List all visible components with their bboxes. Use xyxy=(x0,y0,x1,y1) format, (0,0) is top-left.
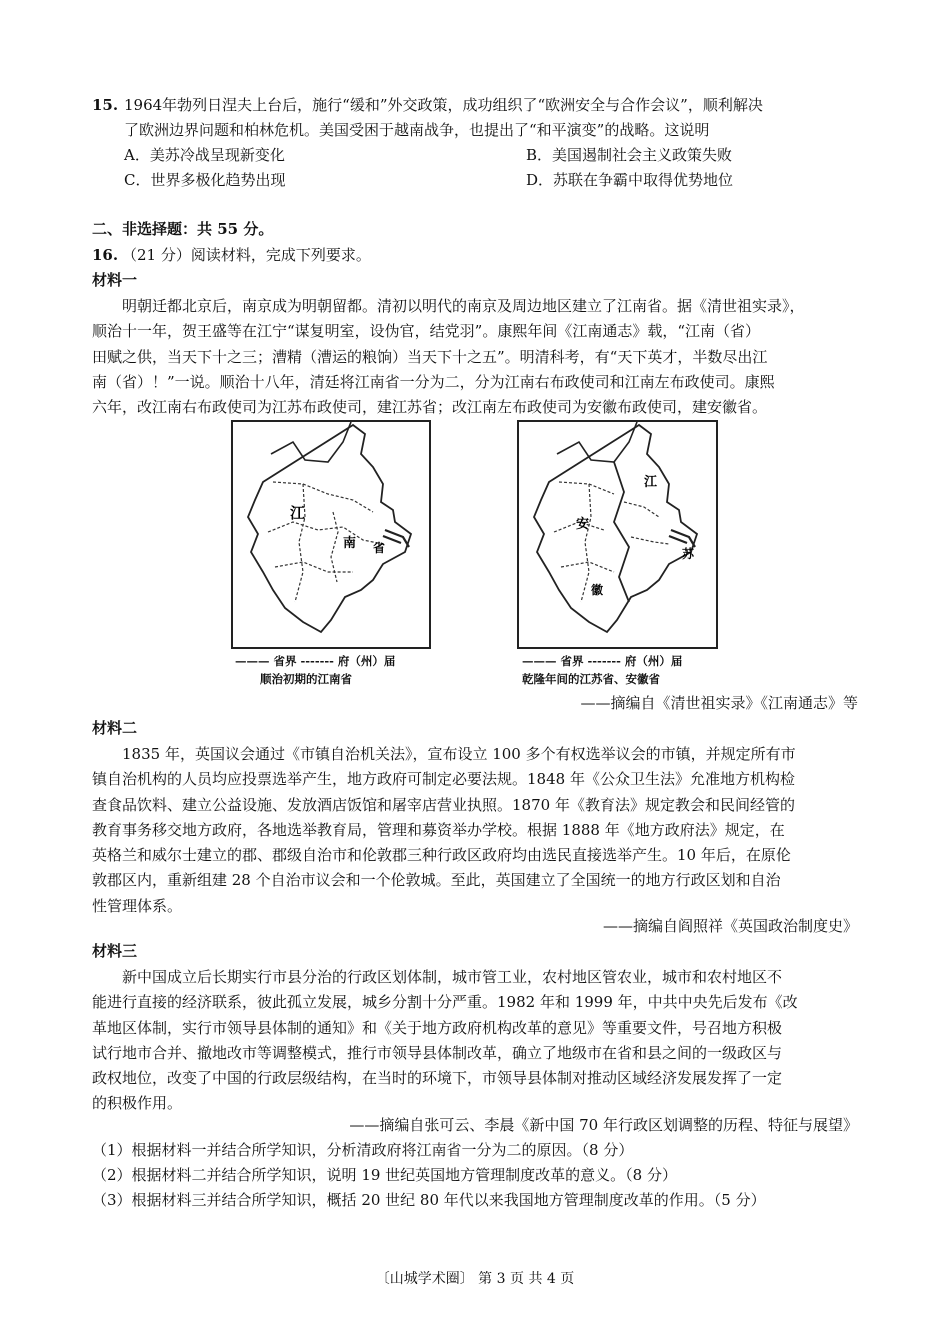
question-16-intro: （21 分）阅读材料，完成下列要求。 xyxy=(122,246,371,264)
material-2-title: 材料二 xyxy=(92,719,138,737)
map-jiangnan-province xyxy=(231,420,431,649)
material-1-line: 南（省）！”一说。顺治十八年，清廷将江南省一分为二，分为江南右布政使司和江南左布政使司。康熙 xyxy=(92,372,775,391)
map-jiangsu-anhui xyxy=(517,420,718,649)
question-15-stem-line-2: 了欧洲边界问题和柏林危机。美国受困于越南战争，也提出了“和平演变”的战略。这说明 xyxy=(124,121,710,139)
question-16-part-1: （1）根据材料一并结合所学知识，分析清政府将江南省一分为二的原因。（8 分） xyxy=(92,1141,634,1159)
material-3-text xyxy=(92,965,862,1117)
material-3-source: ——摘编自张可云、李晨《新中国 70 年行政区划调整的历程、特征与展望》 xyxy=(349,1116,858,1134)
material-2-source: ——摘编自阎照祥《英国政治制度史》 xyxy=(602,917,858,935)
material-3-line: 新中国成立后长期实行市县分治的行政区划体制，城市管工业，农村地区管农业，城市和农村地区不 xyxy=(122,968,783,986)
material-3-line: 试行地市合并、撤地改市等调整模式，推行市领导县体制改革，确立了地级市在省和县之间的一级政区与 xyxy=(92,1043,783,1062)
map2-caption: 乾隆年间的江苏省、安徽省 xyxy=(522,672,660,686)
material-2-line: 敦郡区内，重新组建 28 个自治市议会和一个伦敦城。至此，英国建立了全国统一的地方行政区划和自治 xyxy=(92,871,781,890)
map2-legend: ——— 省界 ------- 府（州）届 xyxy=(522,654,683,668)
material-3-line: 能进行直接的经济联系，彼此孤立发展，城乡分割十分严重。1982 年和 1999 年，中共中央先后发布《改 xyxy=(92,993,798,1012)
material-3-title: 材料三 xyxy=(92,942,138,960)
map-jiangsu-anhui-drawing xyxy=(519,422,716,647)
material-2-line: 1835 年，英国议会通过《市镇自治机关法》，宣布设立 100 多个有权选举议会的市镇，并规定所有市 xyxy=(122,745,796,763)
material-3-line: 的积极作用。 xyxy=(92,1094,183,1113)
material-1-line: 顺治十一年，贺王盛等在江宁“谋复明室，设伪官，结党羽”。康熙年间《江南通志》载，“江南（省） xyxy=(92,322,761,341)
map2-label-jiang: 江 xyxy=(644,475,658,490)
material-2-line: 英格兰和威尔士建立的郡、郡级自治市和伦敦郡三种行政区政府均由选民直接选举产生。10 年后，在原伦 xyxy=(92,846,791,865)
section-2-title: 二、非选择题：共 55 分。 xyxy=(92,220,274,238)
map1-legend: ——— 省界 ------- 府（州）届 xyxy=(235,654,396,668)
question-15-stem-line-1: 1964年勃列日涅夫上台后，施行“缓和”外交政策，成功组织了“欧洲安全与合作会议”，顺利解决 xyxy=(124,96,763,114)
question-16-number: 16. xyxy=(92,246,119,264)
material-3-line: 政权地位，改变了中国的行政层级结构，在当时的环境下，市领导县体制对推动区域经济发展发挥了一定 xyxy=(92,1069,783,1088)
map2-label-an: 安 xyxy=(576,517,590,532)
map1-label-jiang: 江 xyxy=(290,504,306,522)
material-1-line: 田赋之供，当天下十之三；漕精（漕运的粮饷）当天下十之五”。明清科考，有“天下英才，半数尽出江 xyxy=(92,347,768,366)
map2-label-su: 苏 xyxy=(682,547,695,561)
material-2-line: 查食品饮料、建立公益设施、发放酒店饭馆和屠宰店营业执照。1870 年《教育法》规定教会和民间经管的 xyxy=(92,795,795,814)
question-15-option-d: D．苏联在争霸中取得优势地位 xyxy=(526,171,734,189)
material-1-source: ——摘编自《清世祖实录》《江南通志》等 xyxy=(580,694,858,712)
question-15-option-b: B．美国遏制社会主义政策失败 xyxy=(526,146,733,164)
question-15-option-c: C．世界多极化趋势出现 xyxy=(124,171,286,189)
map-jiangnan-drawing xyxy=(233,422,429,647)
question-16-part-3: （3）根据材料三并结合所学知识，概括 20 世纪 80 年代以来我国地方管理制度改革的作用。（5 分） xyxy=(92,1191,766,1209)
material-2-text xyxy=(92,742,862,919)
material-1-title: 材料一 xyxy=(92,271,138,289)
map1-caption: 顺治初期的江南省 xyxy=(260,672,352,686)
material-2-line: 性管理体系。 xyxy=(92,896,183,915)
material-3-line: 革地区体制，实行市领导县体制的通知》和《关于地方政府机构改革的意见》等重要文件，号召地方积极 xyxy=(92,1018,783,1037)
map1-label-nan: 南 xyxy=(343,536,357,551)
page-footer: 〔山城学术圈〕 第 3 页 共 4 页 xyxy=(375,1271,575,1287)
material-1-line: 明朝迁都北京后，南京成为明朝留都。清初以明代的南京及周边地区建立了江南省。据《清世祖实录》， xyxy=(122,297,805,315)
map2-label-hui: 徽 xyxy=(591,583,604,597)
map1-label-sheng: 省 xyxy=(373,541,386,555)
material-2-line: 镇自治机构的人员均应投票选举产生，地方政府可制定必要法规。1848 年《公众卫生法》允准地方机构检 xyxy=(92,770,795,789)
question-15-option-a: A．美苏冷战呈现新变化 xyxy=(124,146,285,164)
material-1-text xyxy=(92,294,862,420)
material-1-line: 六年，改江南右布政使司为江苏布政使司，建江苏省；改江南左布政使司为安徽布政使司，建安徽省。 xyxy=(92,398,768,417)
material-2-line: 教育事务移交地方政府，各地选举教育局，管理和募资举办学校。根据 1888 年《地方政府法》规定，在 xyxy=(92,820,785,839)
question-15-number: 15. xyxy=(92,96,119,114)
question-16-part-2: （2）根据材料二并结合所学知识，说明 19 世纪英国地方管理制度改革的意义。（8 分） xyxy=(92,1166,677,1184)
